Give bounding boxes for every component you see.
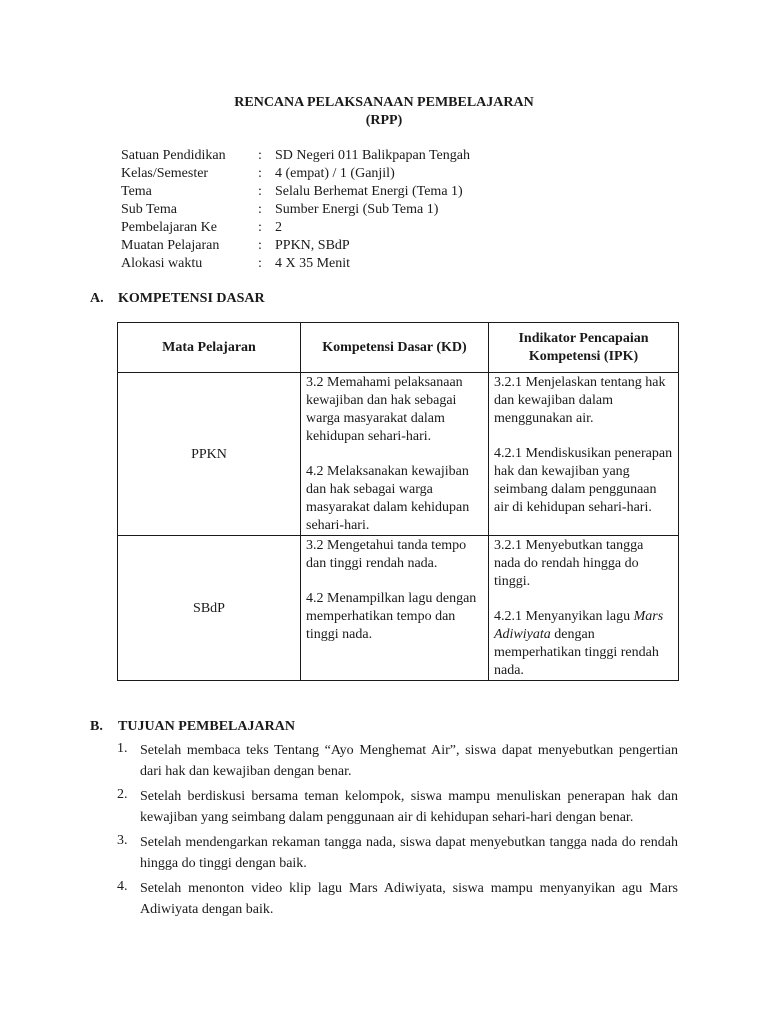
- identity-row: [121, 147, 681, 165]
- song-title: Mars Adiwiyata: [494, 609, 664, 642]
- list-number: 2.: [117, 787, 128, 802]
- subject-cell: PPKN: [118, 373, 301, 536]
- list-text: Setelah mendengarkan rekaman tangga nada, siswa dapat menyebutkan tangga nada do rendah hingga do tinggi dengan baik.: [140, 835, 678, 871]
- table-row: [118, 536, 679, 681]
- document-title: RENCANA PELAKSANAAN PEMBELAJARAN: [234, 95, 534, 110]
- identity-colon: :: [258, 256, 262, 271]
- kd-item: 4.2 Menampilkan lagu dengan memperhatikan tempo dan tinggi nada.: [306, 591, 477, 642]
- identity-label: Kelas/Semester: [121, 166, 209, 181]
- kd-cell: [301, 373, 489, 536]
- list-item: [117, 786, 678, 828]
- table-row: [118, 373, 679, 536]
- list-number: 3.: [117, 833, 128, 848]
- identity-value: Sumber Energi (Sub Tema 1): [275, 202, 439, 217]
- column-header-subject: Mata Pelajaran: [118, 323, 301, 373]
- identity-label: Satuan Pendidikan: [121, 148, 226, 163]
- list-item: [117, 878, 678, 920]
- identity-value: 4 (empat) / 1 (Ganjil): [275, 166, 395, 181]
- identity-colon: :: [258, 220, 262, 235]
- kd-item: 4.2 Melaksanakan kewajiban dan hak sebagai warga masyarakat dalam kehidupan sehari-hari.: [306, 464, 470, 533]
- learning-goals-list: [117, 740, 678, 924]
- column-header-ipk: Indikator Pencapaian Kompetensi (IPK): [489, 323, 679, 373]
- ipk-item: 4.2.1 Mendiskusikan penerapan hak dan kewajiban yang seimbang dalam penggunaan air di kehidupan sehari-hari.: [494, 446, 673, 515]
- identity-row: [121, 165, 681, 183]
- identity-colon: :: [258, 184, 262, 199]
- identity-value: 2: [275, 220, 282, 235]
- identity-row: [121, 183, 681, 201]
- list-text: Setelah membaca teks Tentang “Ayo Menghemat Air”, siswa dapat menyebutkan pengertian dari hak dan kewajiban dengan benar.: [140, 743, 678, 779]
- ipk-text: 4.2.1 Menyanyikan lagu: [494, 609, 634, 624]
- identity-colon: :: [258, 202, 262, 217]
- ipk-cell: [489, 536, 679, 681]
- section-letter: B.: [90, 719, 103, 734]
- list-number: 1.: [117, 741, 128, 756]
- list-item: [117, 740, 678, 782]
- ipk-cell: [489, 373, 679, 536]
- identity-colon: :: [258, 166, 262, 181]
- ipk-text: dengan memperhatikan tinggi rendah nada.: [494, 627, 659, 678]
- list-text: Setelah berdiskusi bersama teman kelompok, siswa mampu menuliskan penerapan hak dan kewajiban yang seimbang dalam penggunaan air di kehidupan sehari-hari dengan benar.: [140, 789, 678, 825]
- identity-label: Pembelajaran Ke: [121, 220, 218, 235]
- kd-item: 3.2 Memahami pelaksanaan kewajiban dan hak sebagai warga masyarakat dalam kehidupan sehari-hari.: [306, 375, 463, 444]
- document-subtitle: (RPP): [365, 113, 403, 128]
- subject-cell: SBdP: [118, 536, 301, 681]
- section-b-heading: [90, 718, 295, 736]
- kd-cell: [301, 536, 489, 681]
- identity-block: [121, 147, 681, 273]
- competency-table: [117, 322, 679, 681]
- identity-colon: :: [258, 238, 262, 253]
- section-letter: A.: [90, 291, 104, 306]
- identity-row: [121, 201, 681, 219]
- identity-label: Sub Tema: [121, 202, 177, 217]
- section-title: KOMPETENSI DASAR: [118, 291, 265, 306]
- ipk-item: 3.2.1 Menyebutkan tangga nada do rendah hingga do tinggi.: [494, 538, 644, 589]
- list-number: 4.: [117, 879, 128, 894]
- identity-colon: :: [258, 148, 262, 163]
- list-text: Setelah menonton video klip lagu Mars Adiwiyata, siswa mampu menyanyikan agu Mars Adiwiyata dengan baik.: [140, 881, 678, 917]
- identity-label: Tema: [121, 184, 152, 199]
- section-title: TUJUAN PEMBELAJARAN: [118, 719, 295, 734]
- table-header-row: [118, 323, 679, 373]
- identity-value: PPKN, SBdP: [275, 238, 350, 253]
- identity-value: SD Negeri 011 Balikpapan Tengah: [275, 148, 470, 163]
- ipk-item: [494, 608, 673, 680]
- identity-row: [121, 219, 681, 237]
- ipk-item: 3.2.1 Menjelaskan tentang hak dan kewajiban dalam menggunakan air.: [494, 375, 666, 426]
- identity-row: [121, 237, 681, 255]
- identity-value: Selalu Berhemat Energi (Tema 1): [275, 184, 463, 199]
- identity-value: 4 X 35 Menit: [275, 256, 351, 271]
- column-header-kd: Kompetensi Dasar (KD): [301, 323, 489, 373]
- identity-label: Muatan Pelajaran: [121, 238, 220, 253]
- identity-row: [121, 255, 681, 273]
- section-a-heading: [90, 290, 265, 308]
- list-item: [117, 832, 678, 874]
- kd-item: 3.2 Mengetahui tanda tempo dan tinggi rendah nada.: [306, 538, 467, 571]
- identity-label: Alokasi waktu: [121, 256, 203, 271]
